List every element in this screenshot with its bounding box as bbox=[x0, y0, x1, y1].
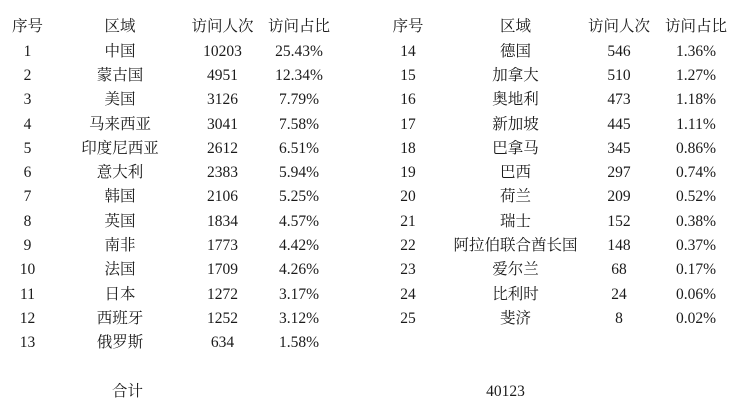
cell-index: 22 bbox=[400, 237, 416, 255]
cell-region: 韩国 bbox=[104, 188, 136, 206]
cell-index: 14 bbox=[400, 42, 416, 60]
cell-share: 1.11% bbox=[676, 115, 716, 133]
header-region: 区域 bbox=[104, 18, 136, 36]
cell-share: 7.58% bbox=[278, 115, 320, 133]
cell-region: 德国 bbox=[499, 42, 531, 60]
cell-visits: 634 bbox=[210, 334, 235, 352]
cell-share: 12.34% bbox=[275, 66, 323, 84]
cell-region: 日本 bbox=[104, 285, 136, 303]
header-visits: 访问人次 bbox=[587, 18, 650, 36]
header-visits: 访问人次 bbox=[191, 18, 254, 36]
cell-region: 巴西 bbox=[499, 164, 531, 182]
cell-visits: 209 bbox=[607, 188, 631, 206]
cell-index: 15 bbox=[400, 66, 416, 84]
cell-index: 24 bbox=[400, 285, 416, 303]
cell-region: 巴拿马 bbox=[492, 139, 539, 157]
cell-visits: 297 bbox=[607, 164, 631, 182]
cell-region: 蒙古国 bbox=[96, 66, 144, 84]
cell-index: 6 bbox=[23, 164, 32, 182]
table-row bbox=[0, 39, 368, 63]
cell-index: 5 bbox=[23, 139, 32, 157]
cell-share: 5.25% bbox=[278, 188, 320, 206]
cell-visits: 3126 bbox=[207, 91, 238, 109]
table-row bbox=[368, 258, 737, 282]
cell-share: 1.27% bbox=[675, 66, 717, 84]
header-index: 序号 bbox=[392, 18, 424, 36]
header-index: 序号 bbox=[11, 18, 43, 36]
cell-region: 新加坡 bbox=[492, 115, 539, 133]
table-row bbox=[368, 209, 737, 233]
cell-index: 1 bbox=[23, 42, 32, 60]
cell-visits: 4951 bbox=[207, 66, 238, 84]
cell-share: 1.58% bbox=[278, 334, 320, 352]
visitor-table-left bbox=[0, 15, 368, 355]
cell-region: 印度尼西亚 bbox=[81, 139, 159, 157]
cell-region: 奥地利 bbox=[492, 91, 539, 109]
cell-index: 12 bbox=[19, 309, 36, 327]
cell-visits: 148 bbox=[607, 237, 631, 255]
table-row bbox=[0, 88, 368, 112]
cell-index: 2 bbox=[23, 66, 32, 84]
cell-visits: 3041 bbox=[207, 115, 238, 133]
cell-visits: 152 bbox=[607, 212, 631, 230]
cell-region: 英国 bbox=[104, 212, 136, 230]
cell-share: 25.43% bbox=[275, 42, 323, 60]
cell-share: 0.02% bbox=[675, 309, 717, 327]
table-row bbox=[368, 39, 737, 63]
cell-share: 3.17% bbox=[278, 285, 320, 303]
table-row bbox=[368, 136, 737, 160]
cell-visits: 24 bbox=[611, 285, 627, 303]
table-header-row bbox=[0, 15, 368, 39]
cell-visits: 445 bbox=[607, 115, 631, 133]
table-row bbox=[0, 307, 368, 331]
table-row bbox=[0, 331, 368, 355]
cell-index: 8 bbox=[23, 212, 32, 230]
table-header-row bbox=[368, 15, 737, 39]
cell-index: 13 bbox=[19, 334, 36, 352]
totals-value: 40123 bbox=[486, 383, 525, 400]
cell-region: 意大利 bbox=[96, 164, 144, 182]
cell-visits: 10203 bbox=[203, 42, 242, 60]
cell-visits: 1272 bbox=[207, 285, 238, 303]
cell-index: 23 bbox=[400, 261, 416, 279]
table-row bbox=[368, 282, 737, 306]
cell-visits: 2106 bbox=[207, 188, 238, 206]
cell-index: 10 bbox=[19, 261, 36, 279]
cell-region: 南非 bbox=[104, 237, 136, 255]
cell-share: 4.26% bbox=[278, 261, 320, 279]
cell-visits: 1709 bbox=[207, 261, 238, 279]
cell-visits: 1773 bbox=[207, 237, 238, 255]
table-row bbox=[0, 234, 368, 258]
cell-share: 0.06% bbox=[675, 285, 717, 303]
cell-region: 西班牙 bbox=[96, 309, 144, 327]
header-share: 访问占比 bbox=[267, 18, 330, 36]
cell-share: 1.18% bbox=[675, 91, 717, 109]
cell-share: 0.74% bbox=[675, 164, 717, 182]
cell-region: 中国 bbox=[104, 42, 136, 60]
table-row bbox=[0, 112, 368, 136]
table-row bbox=[368, 161, 737, 185]
cell-visits: 473 bbox=[607, 91, 631, 109]
cell-visits: 2383 bbox=[207, 164, 238, 182]
cell-index: 17 bbox=[400, 115, 416, 133]
table-row bbox=[0, 161, 368, 185]
table-row bbox=[0, 209, 368, 233]
header-region: 区域 bbox=[499, 18, 531, 36]
totals-label: 合计 bbox=[111, 383, 143, 400]
table-row bbox=[0, 136, 368, 160]
cell-visits: 546 bbox=[607, 42, 631, 60]
cell-region: 法国 bbox=[104, 261, 136, 279]
cell-share: 0.52% bbox=[675, 188, 717, 206]
totals-row bbox=[0, 380, 737, 404]
cell-region: 瑞士 bbox=[499, 212, 531, 230]
cell-index: 7 bbox=[23, 188, 32, 206]
cell-share: 0.86% bbox=[675, 139, 717, 157]
cell-visits: 1834 bbox=[207, 212, 238, 230]
cell-share: 7.79% bbox=[278, 91, 320, 109]
cell-index: 20 bbox=[400, 188, 416, 206]
cell-index: 11 bbox=[20, 285, 35, 303]
cell-share: 4.42% bbox=[278, 237, 320, 255]
cell-visits: 2612 bbox=[207, 139, 238, 157]
cell-region: 俄罗斯 bbox=[96, 334, 144, 352]
cell-share: 3.12% bbox=[278, 309, 320, 327]
cell-index: 4 bbox=[23, 115, 32, 133]
table-row bbox=[368, 185, 737, 209]
cell-visits: 1252 bbox=[207, 309, 238, 327]
header-share: 访问占比 bbox=[664, 18, 727, 36]
cell-share: 0.37% bbox=[675, 237, 717, 255]
cell-index: 25 bbox=[400, 309, 416, 327]
cell-visits: 68 bbox=[611, 261, 627, 279]
table-row bbox=[0, 282, 368, 306]
cell-region: 比利时 bbox=[492, 285, 539, 303]
table-row bbox=[368, 307, 737, 331]
cell-region: 斐济 bbox=[499, 309, 531, 327]
cell-visits: 8 bbox=[615, 309, 623, 327]
cell-share: 0.38% bbox=[675, 212, 717, 230]
cell-region: 爱尔兰 bbox=[492, 261, 539, 279]
cell-share: 5.94% bbox=[278, 164, 320, 182]
cell-share: 6.51% bbox=[278, 139, 320, 157]
cell-index: 21 bbox=[400, 212, 416, 230]
table-row bbox=[368, 88, 737, 112]
table-row bbox=[0, 185, 368, 209]
table-row bbox=[368, 112, 737, 136]
table-row bbox=[0, 64, 368, 88]
visitor-table-right bbox=[368, 15, 737, 331]
cell-share: 4.57% bbox=[278, 212, 320, 230]
cell-index: 19 bbox=[400, 164, 416, 182]
table-body bbox=[0, 39, 368, 355]
cell-region: 美国 bbox=[104, 91, 136, 109]
cell-share: 1.36% bbox=[675, 42, 717, 60]
cell-index: 9 bbox=[23, 237, 32, 255]
cell-share: 0.17% bbox=[675, 261, 717, 279]
table-row bbox=[368, 234, 737, 258]
cell-region: 加拿大 bbox=[492, 66, 539, 84]
cell-index: 3 bbox=[23, 91, 32, 109]
cell-visits: 510 bbox=[607, 66, 631, 84]
cell-region: 荷兰 bbox=[499, 188, 531, 206]
table-row bbox=[368, 64, 737, 88]
cell-index: 18 bbox=[400, 139, 416, 157]
table-row bbox=[0, 258, 368, 282]
table-body bbox=[368, 39, 737, 331]
cell-visits: 345 bbox=[607, 139, 631, 157]
cell-region: 马来西亚 bbox=[88, 115, 151, 133]
cell-index: 16 bbox=[400, 91, 416, 109]
cell-region: 阿拉伯联合酋长国 bbox=[453, 237, 578, 255]
